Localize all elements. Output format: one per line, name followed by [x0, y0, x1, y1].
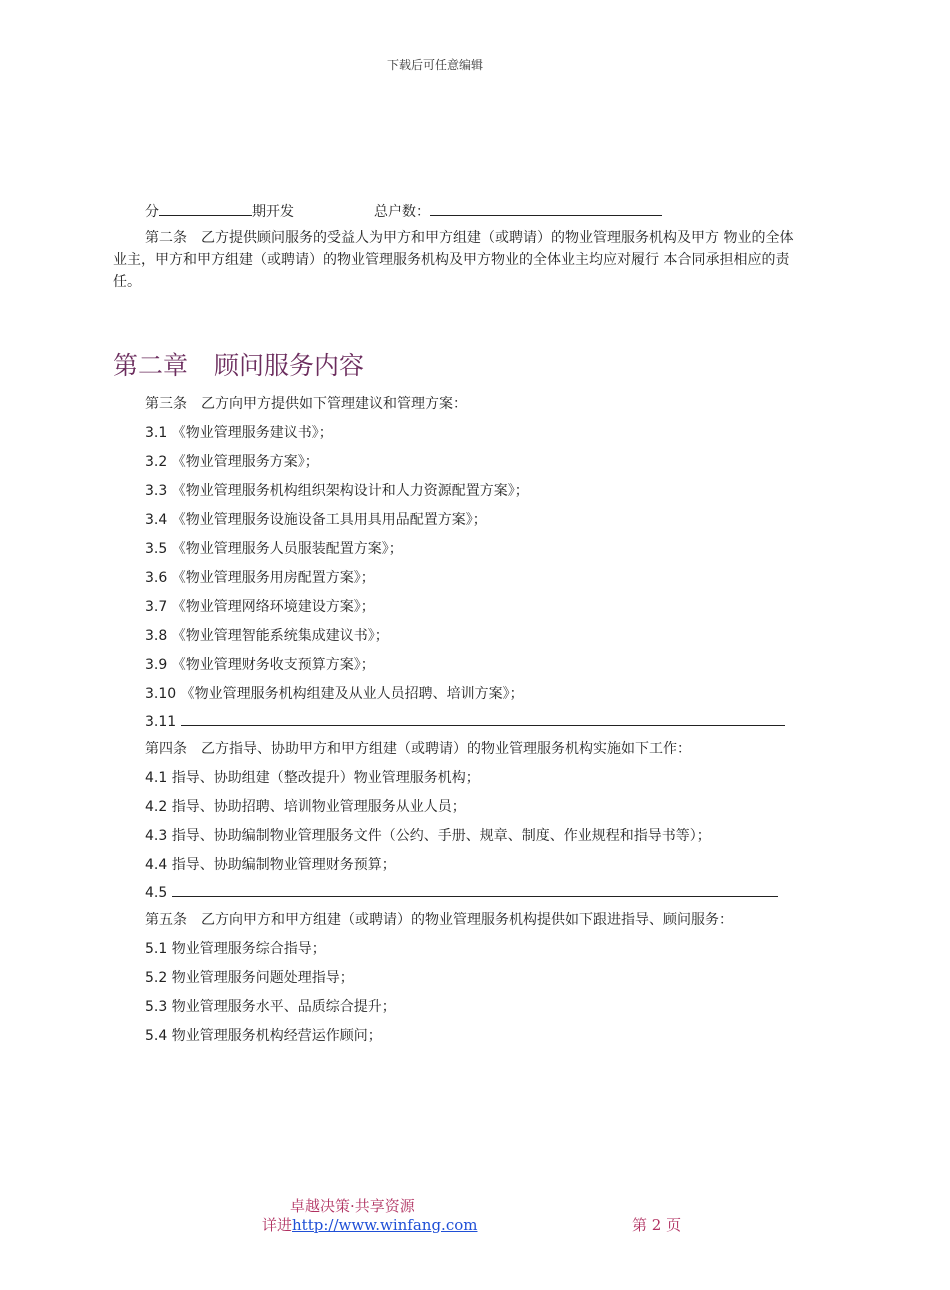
article-4-item: 4.2 指导、协助招聘、培训物业管理服务从业人员； [145, 799, 466, 815]
article-3-item: 3.4 《物业管理服务设施设备工具用具用品配置方案》； [145, 512, 487, 528]
footer-slogan: 卓越决策·共享资源 [290, 1197, 415, 1215]
article-3-item: 3.5 《物业管理服务人员服装配置方案》； [145, 541, 403, 557]
article-5-item: 5.1 物业管理服务综合指导； [145, 941, 326, 957]
article-3-item: 3.10 《物业管理服务机构组建及从业人员招聘、培训方案》； [145, 686, 524, 702]
article-5-item: 5.3 物业管理服务水平、品质综合提升； [145, 999, 396, 1015]
article-4-item: 4.1 指导、协助组建（整改提升）物业管理服务机构； [145, 770, 480, 786]
fill-in-blank [181, 710, 785, 726]
intro-prefix: 分 [145, 204, 159, 220]
footer-detail-prefix: 详进 [262, 1216, 293, 1234]
blank-item-number: 4.5 [145, 885, 168, 901]
article-3-heading: 第三条 乙方向甲方提供如下管理建议和管理方案： [145, 396, 467, 412]
article-4-blank-item [145, 881, 778, 903]
page-number: 第 2 页 [632, 1216, 682, 1234]
website-link[interactable]: http://www.winfang.com [292, 1216, 478, 1234]
chapter-title: 顾问服务内容 [214, 351, 365, 380]
article-3-item: 3.2 《物业管理服务方案》； [145, 454, 319, 470]
article-3-item: 3.1 《物业管理服务建议书》； [145, 425, 333, 441]
article-3-item: 3.7 《物业管理网络环境建设方案》； [145, 599, 375, 615]
fill-in-blank [172, 881, 778, 897]
article-5-item: 5.4 物业管理服务机构经营运作顾问； [145, 1028, 382, 1044]
blank-item-number: 3.11 [145, 714, 177, 730]
households-blank [430, 200, 662, 216]
article-3-item: 3.6 《物业管理服务用房配置方案》； [145, 570, 375, 586]
footer-link-line [262, 1214, 477, 1235]
article-3-item: 3.9 《物业管理财务收支预算方案》； [145, 657, 375, 673]
article-3-blank-item [145, 710, 785, 732]
article-2-text: 第二条 乙方提供顾问服务的受益人为甲方和甲方组建（或聘请）的物业管理服务机构及甲方 物业的全体业主，甲方和甲方组建（或聘请）的物业管理服务机构及甲方物业的全体业主均应对履行 本合同承担相应的责任。 [113, 230, 794, 290]
article-5-heading: 第五条 乙方向甲方和甲方组建（或聘请）的物业管理服务机构提供如下跟进指导、顾问服务： [145, 912, 733, 928]
article-4-item: 4.4 指导、协助编制物业管理财务预算； [145, 857, 396, 873]
intro-middle: 期开发 [252, 204, 294, 220]
chapter-number: 第二章 [113, 351, 189, 380]
article-5-item: 5.2 物业管理服务问题处理指导； [145, 970, 354, 986]
households-label: 总户数： [374, 204, 430, 220]
article-2-paragraph [113, 227, 803, 293]
intro-line [145, 200, 662, 222]
header-note: 下载后可任意编辑 [386, 58, 483, 72]
article-3-item: 3.8 《物业管理智能系统集成建议书》； [145, 628, 389, 644]
phase-blank [159, 200, 252, 216]
article-3-item: 3.3 《物业管理服务机构组织架构设计和人力资源配置方案》； [145, 483, 529, 499]
chapter-heading [113, 346, 364, 382]
article-4-item: 4.3 指导、协助编制物业管理服务文件（公约、手册、规章、制度、作业规程和指导书等）； [145, 828, 711, 844]
article-4-heading: 第四条 乙方指导、协助甲方和甲方组建（或聘请）的物业管理服务机构实施如下工作： [145, 741, 691, 757]
